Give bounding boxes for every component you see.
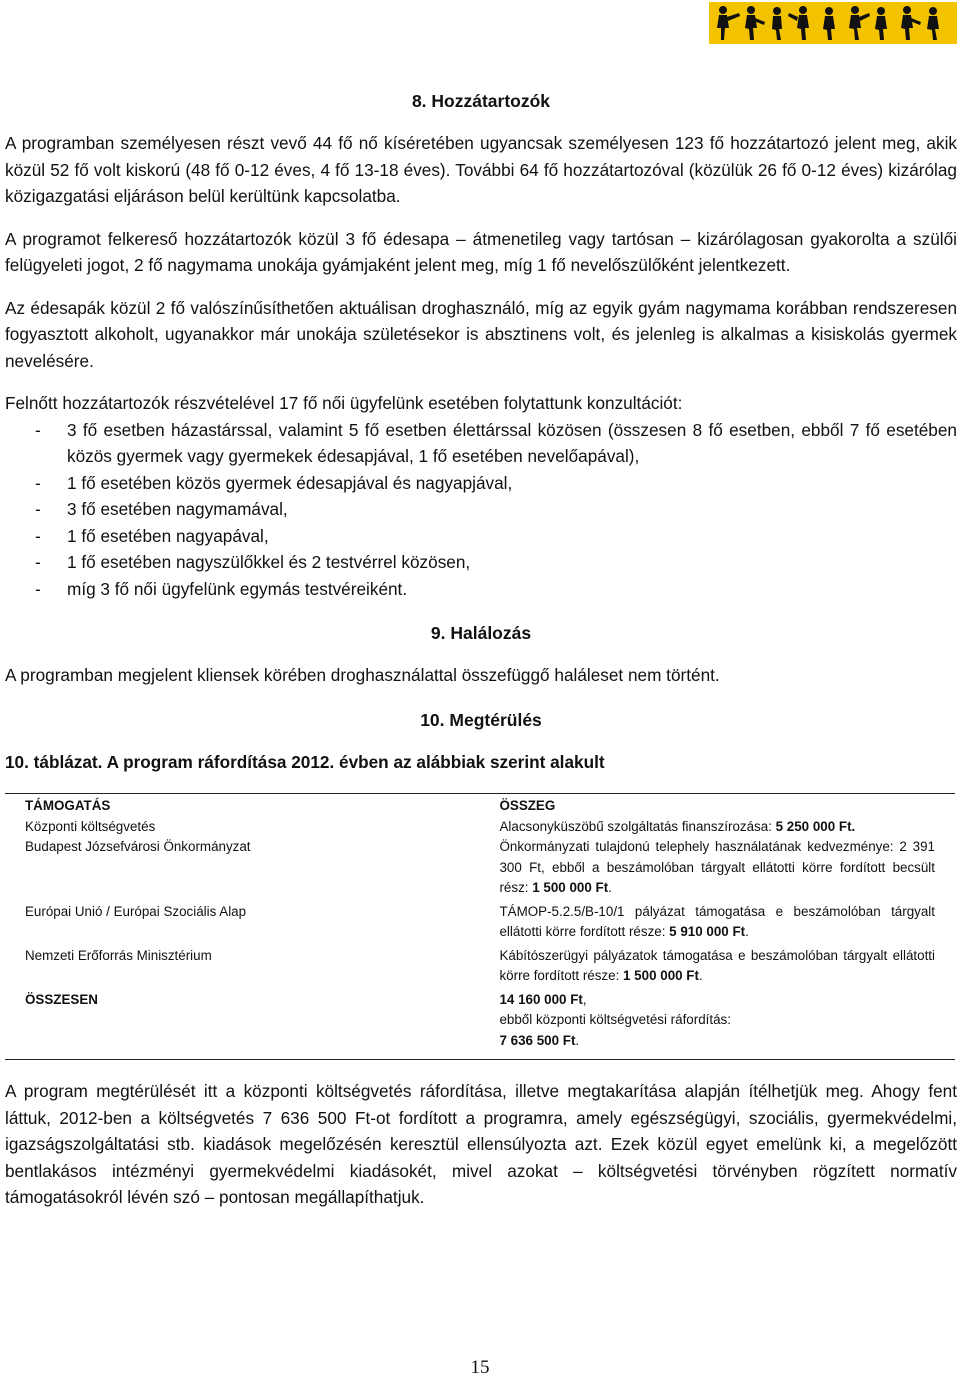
section-8-paragraph-3: Az édesapák közül 2 fő valószínűsíthetően aktuálisan droghasználó, míg az egyik gyám nagymama korábban rendszeresen fogyasztott alkoholt, ugyanakkor már unokája születésekor is absztinens volt, és jelenleg is alkalmas a kisiskolás gyermek nevelésére. <box>5 297 957 371</box>
row-amount-end: . <box>745 924 749 939</box>
central-budget-label: ebből központi költségvetési ráfordítás: <box>499 1012 731 1027</box>
list-item: - 3 fő esetében nagymamával, <box>5 496 957 523</box>
total-amount-value: 14 160 000 Ft <box>499 991 583 1007</box>
section-9-title: 9. Halálozás <box>430 623 532 643</box>
row-amount-end: . <box>608 880 612 895</box>
row-amount <box>479 899 955 943</box>
total-amount <box>479 987 955 1060</box>
row-amount-text: Önkormányzati tulajdonú telephely használatának kedvezménye: 2 391 300 Ft, ebből a beszámolóban tárgyalt ellátotti körre fordított becsült rész: <box>499 839 935 895</box>
central-budget-end: . <box>575 1032 580 1048</box>
row-amount-text: TÁMOP-5.2.5/B-10/1 pályázat támogatása e beszámolóban tárgyalt ellátotti körre fordított része: <box>499 903 935 939</box>
row-source: Budapest Józsefvárosi Önkormányzat <box>25 839 251 854</box>
row-amount-value: 1 500 000 Ft <box>623 968 699 983</box>
section-8-paragraph-1: A programban személyesen részt vevő 44 fő nő kíséretében ugyancsak személyesen 123 fő hozzátartozó jelent meg, akik közül 52 fő volt kiskorú (48 fő 0-12 éves, 4 fő 13-18 éves). További 64 fő hozzátartozóval (közülük 26 fő 0-12 éves) kizárólag közigazgatási eljáráson belül kerültünk kapcsolatba. <box>5 133 957 206</box>
row-amount-value: 5 250 000 Ft. <box>775 818 856 834</box>
header-amount: ÖSSZEG <box>479 794 955 817</box>
table-row <box>5 817 955 838</box>
section-8-paragraph-2: A programot felkereső hozzátartozók közül 3 fő édesapa – átmenetileg vagy tartósan – kizárólagosan gyakorolta a szülői felügyeleti jogot, 2 fő nagymama unokája gyámjaként jelent meg, míg 1 fő nevelőszülőként jelentkezett. <box>5 228 957 275</box>
page-number: 15 <box>470 1357 490 1378</box>
row-amount-text: Kábítószerügyi pályázatok támogatása e beszámolóban tárgyalt ellátotti körre fordított része: <box>499 947 935 983</box>
organization-logo <box>709 2 957 44</box>
table-header-row <box>5 794 955 817</box>
row-amount <box>479 817 955 838</box>
list-item: - míg 3 fő női ügyfelünk egymás testvéreiként. <box>5 576 957 603</box>
row-amount <box>479 837 955 899</box>
row-amount-value: 5 910 000 Ft <box>669 924 746 939</box>
document-page <box>5 88 957 1211</box>
row-amount-value: 1 500 000 Ft <box>532 880 609 895</box>
row-source: Központi költségvetés <box>25 818 156 834</box>
row-amount <box>479 943 955 987</box>
section-9-paragraph: A programban megjelent kliensek körében droghasználattal összefüggő haláleset nem történt. <box>5 665 720 685</box>
list-item: - 1 fő esetében közös gyermek édesapjával és nagyapjával, <box>5 470 957 497</box>
section-10-paragraph: A program megtérülését itt a központi költségvetés ráfordítása, illetve megtakarítása alapján ítélhetjük meg. Ahogy fent láttuk, 2012-ben a költségvetés 7 636 500 Ft-ot fordított a programra, amely egészségügyi, szociális, gyermekvédelmi, igazságszolgáltatási stb. kiadások megelőzésén keresztül ellensúlyozta azt. Ezek közül egyet emelünk ki, a megelőzött bentlakásos intézményi gyermekvédelmi kiadásokét, mivel azokat – költségvetési törvényben rögzített normatív támogatásokról lévén szó – pontosan megállapíthatjuk. <box>5 1081 957 1207</box>
row-amount-text: Alacsonyküszöbű szolgáltatás finanszírozása: <box>499 818 776 834</box>
funding-table <box>5 793 955 1060</box>
table-total-row <box>5 987 955 1060</box>
header-support: TÁMOGATÁS <box>5 794 479 817</box>
central-budget-value: 7 636 500 Ft <box>499 1032 576 1048</box>
row-source: Nemzeti Erőforrás Minisztérium <box>25 947 212 963</box>
dancing-figures-icon <box>709 2 957 44</box>
section-8-paragraph-4: Felnőtt hozzátartozók részvételével 17 fő női ügyfelünk esetében folytattunk konzultációt: <box>5 393 683 413</box>
list-item: - 1 fő esetében nagyapával, <box>5 523 957 550</box>
section-8-title: 8. Hozzátartozók <box>411 91 551 111</box>
row-source: Európai Unió / Európai Szociális Alap <box>25 903 247 919</box>
section-10-title: 10. Megtérülés <box>420 709 542 730</box>
table-row <box>5 837 955 899</box>
list-item: - 1 fő esetében nagyszülőkkel és 2 testvérrel közösen, <box>5 549 957 576</box>
consultation-list <box>5 417 957 603</box>
table-row <box>5 943 955 987</box>
total-label: ÖSSZESEN <box>5 987 479 1060</box>
table-caption: 10. táblázat. A program ráfordítása 2012. évben az alábbiak szerint alakult <box>5 751 605 772</box>
list-item: - 3 fő esetben házastárssal, valamint 5 fő esetben élettárssal közösen (összesen 8 fő esetben, ebből 7 fő esetében közös gyermek vagy gyermekek édesapjával, 1 fő esetében nevelőapával), <box>5 417 957 470</box>
total-amount-end: , <box>582 991 587 1007</box>
table-row <box>5 899 955 943</box>
row-amount-end: . <box>698 968 703 983</box>
